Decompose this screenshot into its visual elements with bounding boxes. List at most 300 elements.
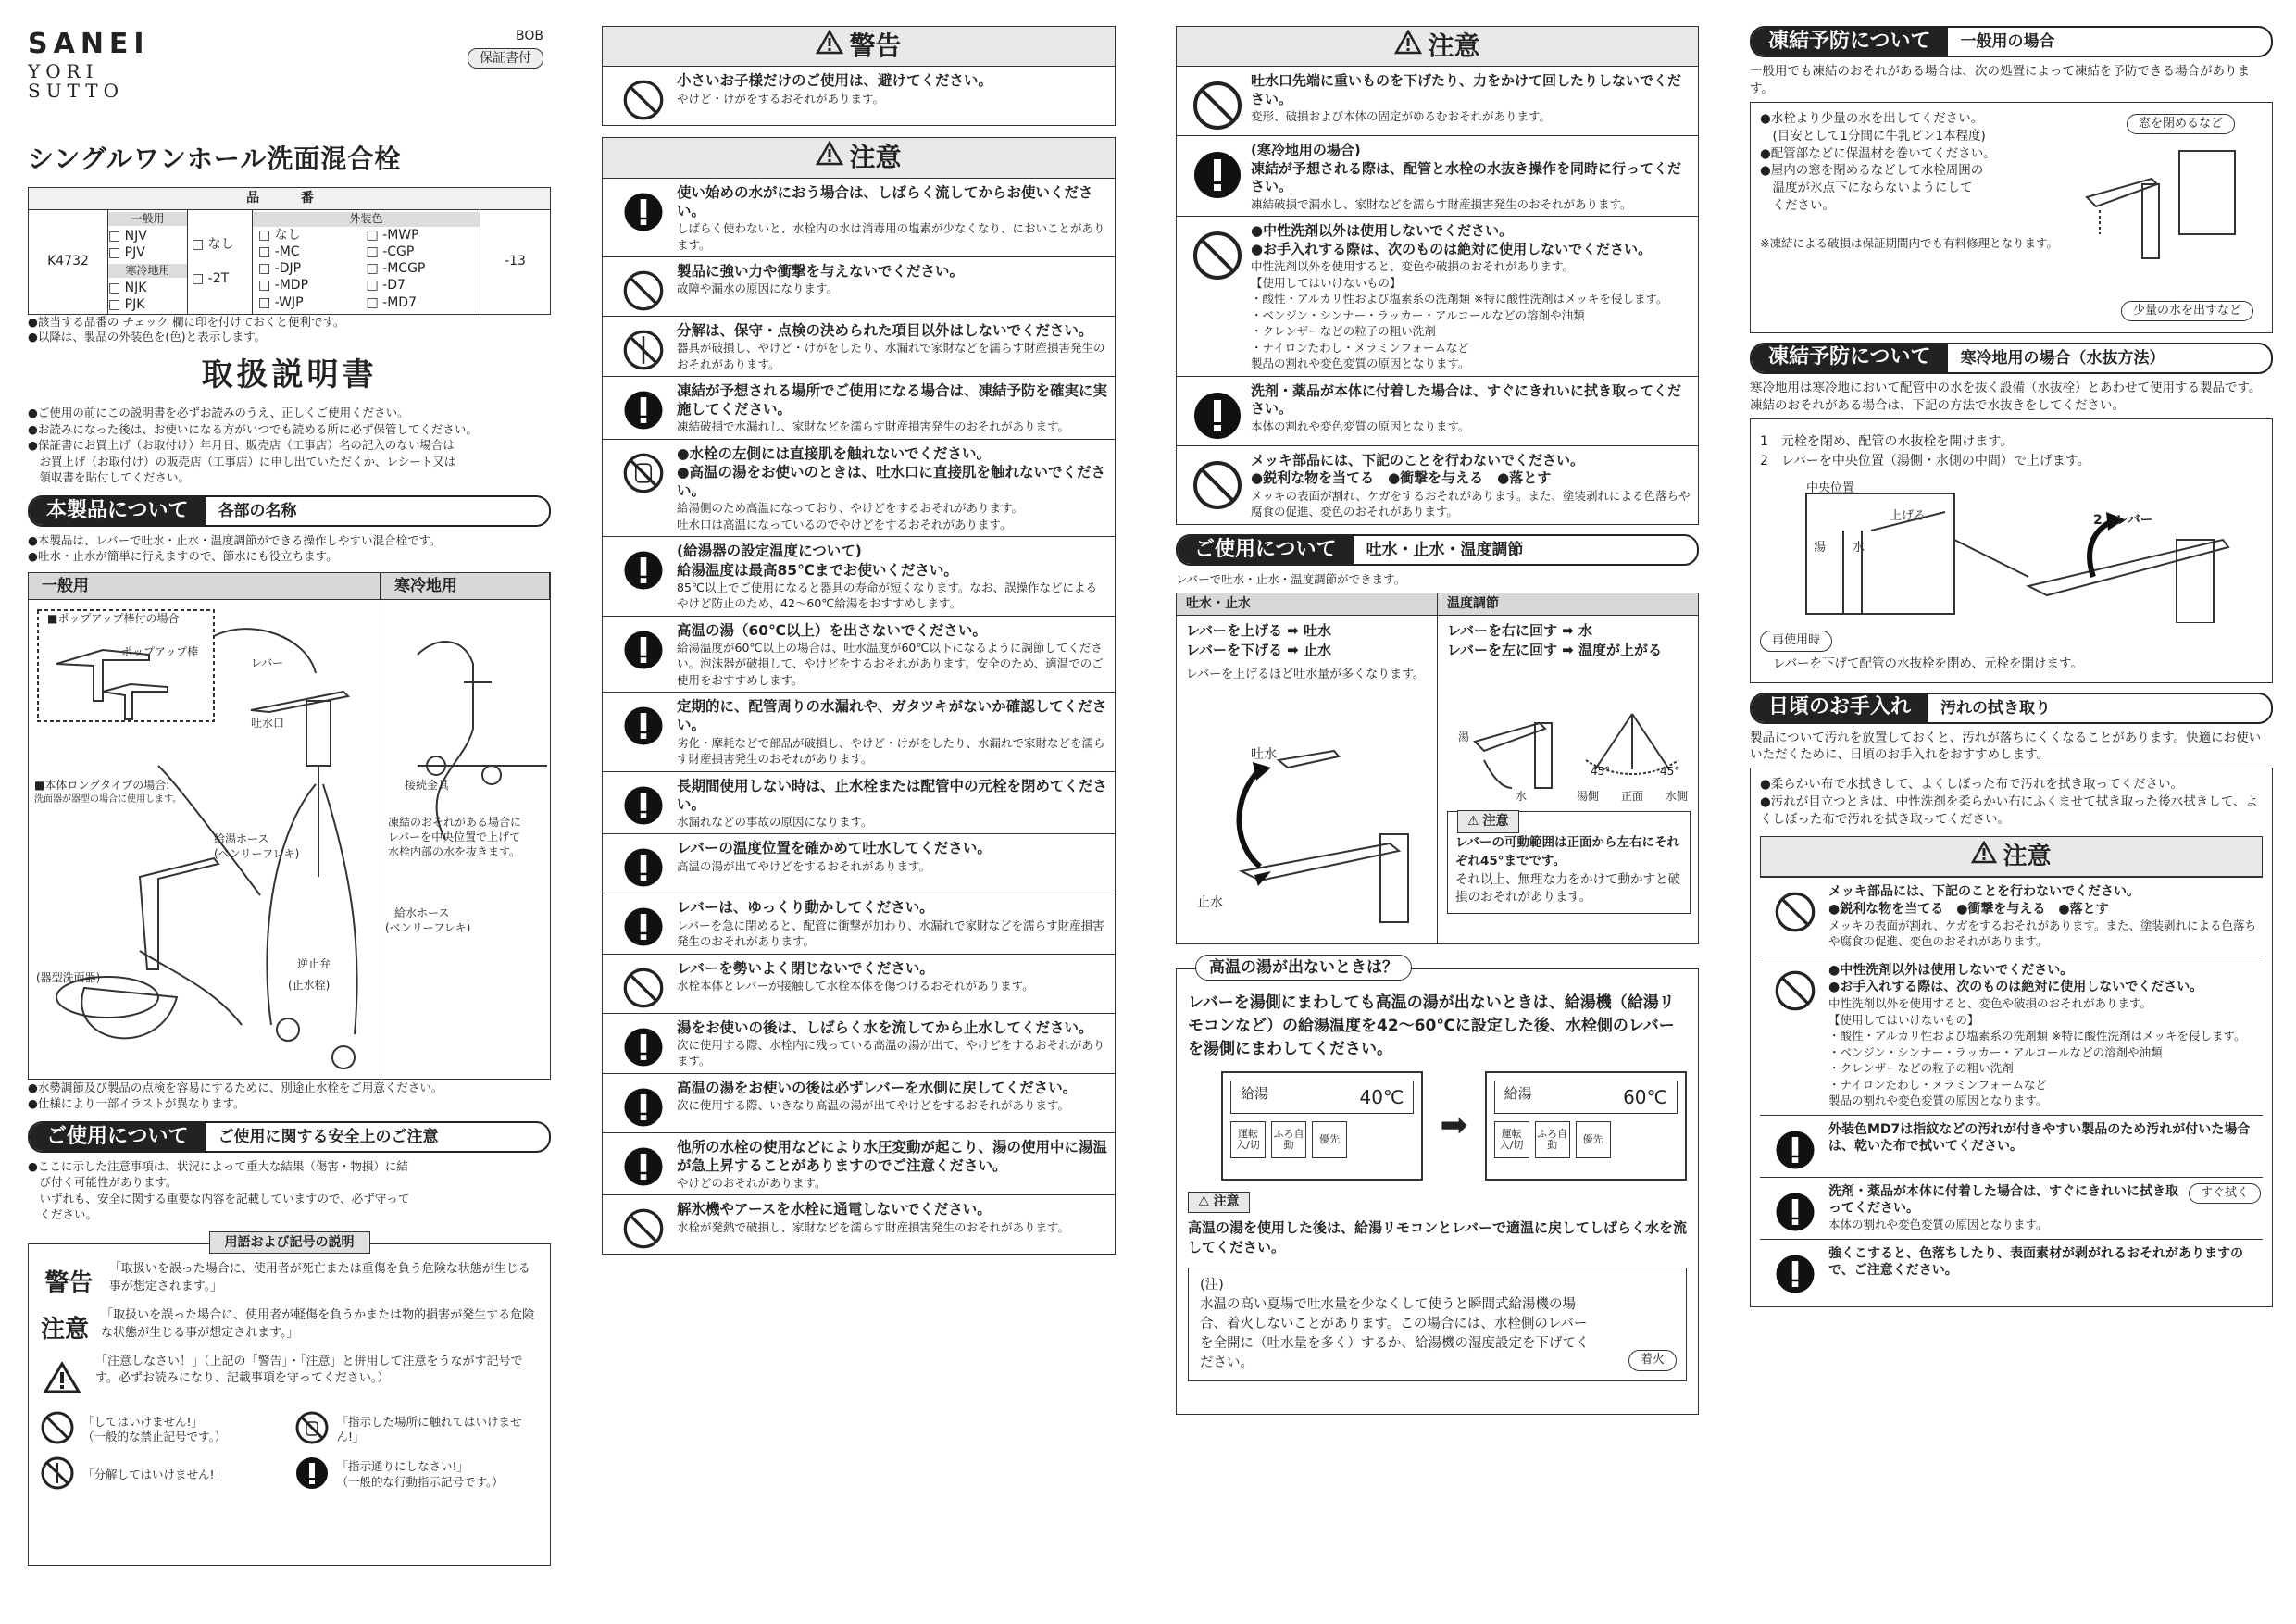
manual-title: 取扱説明書 [201, 356, 378, 394]
caution-item [602, 693, 1116, 771]
caution-item-text [677, 1200, 1107, 1250]
caution-title: 長期間使用しない時は、止水栓または配管中の元栓を閉めてください。 [677, 777, 1108, 813]
care-intro: 製品について汚れを放置しておくと、汚れが落ちにくくなることがあります。快適にお使いいただくために、日頃のお手入れをおすすめします。 [1750, 730, 2262, 763]
mid-opt[interactable]: □ なし [192, 237, 234, 253]
header [28, 26, 551, 135]
caution-item [1760, 877, 2263, 955]
instruct-icon [610, 697, 677, 767]
caution-item [602, 772, 1116, 835]
caution-title: 使い始めの水がにおう場合は、しばらく流してからお使いください。 [677, 183, 1093, 219]
prohibit-icon [1762, 883, 1828, 949]
general-label: 一般用 [108, 212, 187, 227]
caution-item-text [1828, 1183, 2189, 1233]
cold-opt[interactable]: □ PJK [108, 297, 145, 313]
caution-desc: 次に使用する際、いきなり高温の湯が出てやけどをするおそれがあります。 [677, 1097, 1070, 1112]
caution-item-text [677, 959, 1107, 1009]
caution-desc: やけどのおそれがあります。 [677, 1175, 827, 1190]
general-opt[interactable]: □ NJV [108, 229, 147, 244]
stop-valve-label: (止水栓) [288, 978, 331, 992]
caution-item [602, 617, 1116, 693]
caution-desc: 変形、破損および本体の固定がゆるむおそれがあります。 [1251, 109, 1552, 124]
term-warning: 警告 [44, 1268, 94, 1297]
caution-item-text [677, 381, 1107, 435]
caution-title: 製品に強い力や衝撃を与えないでください。 [677, 263, 965, 281]
intro-bullet: ●お読みになった後は、お使いになる方がいつでも読める所に必ず保管してください。 [28, 421, 478, 436]
fig-tag-general: 一般用 [29, 573, 381, 600]
prohibit-icon [40, 1410, 75, 1449]
caution-desc: 中性洗剤以外を使用すると、変色や破損のおそれがあります。 【使用してはいけないもの】 ・酸性・アルカリ性および塩素系の洗剤類 ※特に酸性洗剤はメッキを侵します。 ・ベンジン・シンナー・ラッカー・アルコールなどの溶剤や油類 ・クレンザーなどの粒子の粗い洗剤 ・ナイロンたわし・メラミンフォームなど 製品の割れや変色変質の原因となります。 [1251, 259, 1668, 371]
product-title: シングルワンホール洗面混合栓 [28, 144, 402, 174]
subbrand-line2: SUTTO [28, 80, 125, 102]
freeze-cold-intro: 寒冷地用は寒冷地において配管中の水を抜く設備（水抜栓）とあわせて使用する製品です。凍結のおそれがある場合は、下記の方法で水抜きをしてください。 [1750, 380, 2262, 413]
water-side-label: 水側 [1666, 790, 1689, 804]
caution-item-text [1251, 72, 1691, 131]
model-number: K4732 [29, 209, 108, 314]
note-text: 水温の高い夏場で吐水量を少なくして使うと瞬間式給湯機の場合、着火しないことがあります。この場合には、水栓側のレバーを全開に（吐水量を多く）するか、給湯機の湿度設定を下げてください。 [1200, 1297, 1590, 1371]
long-type-label: ■本体ロングタイプの場合: [34, 778, 170, 792]
prohibit-icon [1184, 72, 1251, 131]
care-caution-label: 注意 [2003, 843, 2052, 871]
caution-item-text [1251, 452, 1691, 520]
prohibit-icon [1184, 222, 1251, 372]
hot-water-tag: 高温の湯が出ないときは？ [1195, 955, 1412, 981]
care-caution-header [1760, 836, 2263, 877]
freeze-item: (目安として1分間に牛乳ビン1本程度) [1760, 128, 1986, 144]
caution-item [1760, 1239, 2263, 1301]
caution-title: 高温の湯をお使いの後は必ずレバーを水側に戻してください。 [677, 1079, 1078, 1096]
caution-item-text [1828, 883, 2261, 949]
column-2 [602, 26, 1116, 1605]
cold-note: レバーを中央位置で上げて [388, 830, 521, 843]
intro-bullet: お買上げ（お取付け）の販売店（工事店）に申し出ていただくか、レシート又は [28, 454, 456, 468]
fitting-label: 接続金具 [405, 778, 450, 792]
prohibit-icon [610, 71, 677, 121]
color-label: 外装色 [253, 212, 480, 227]
caution-item-text [1828, 1121, 2261, 1171]
caution-item-text [677, 183, 1107, 253]
terms-tag: 用語および記号の説明 [209, 1231, 370, 1254]
section-title: 本製品について [30, 497, 206, 525]
caution-desc: 次に使用する際、水栓内に残っている高温の湯が出て、やけどをするおそれがあります。 [677, 1037, 1105, 1068]
attention-icon: ⚠ [1198, 1194, 1210, 1210]
caution-item [602, 257, 1116, 317]
color-opt[interactable]: □ -MDP [258, 278, 309, 294]
remote-after [1485, 1071, 1687, 1181]
caution-title: ●中性洗剤以外は使用しないでください。 ●お手入れする際は、次のものは絶対に使用しないでください。 [1828, 962, 2203, 994]
caution-item [602, 1014, 1116, 1074]
spout-label: 吐水口 [251, 716, 285, 730]
remote-btn[interactable]: ふろ自動 [1271, 1121, 1306, 1158]
lever-up-illustration [1204, 742, 1427, 927]
caution-title: 他所の水栓の使用などにより水圧変動が起こり、湯の使用中に湯温が急上昇することがありますのでご注意ください。 [677, 1138, 1108, 1174]
sym-notouch-desc: 「指示した場所に触れてはいけません!」 [336, 1415, 522, 1444]
caution-list [1176, 67, 1699, 525]
angle-right: 45° [1660, 765, 1680, 779]
intro-bullet: ●保証書にお買上げ（お取付け）年月日、販売店（工事店）名の記入のない場合は [28, 438, 455, 453]
caution-item [1176, 136, 1699, 217]
section-title: 凍結予防について [1752, 344, 1948, 372]
popup-case-label: ■ポップアップ棒付の場合 [47, 611, 180, 625]
caution-item-text [677, 777, 1107, 831]
instruct-icon [610, 621, 677, 689]
caution-item [602, 67, 1116, 126]
summer-note [1188, 1268, 1687, 1381]
caution-title: 洗剤・薬品が本体に付着した場合は、すぐにきれいに拭き取ってください。 [1251, 381, 1682, 418]
caution-title: 凍結が予想される場所でご使用になる場合は、凍結予防を確実に実施してください。 [677, 382, 1108, 418]
instruct-icon [1184, 382, 1251, 442]
no-disassemble-icon [40, 1455, 75, 1494]
instruct-icon [1762, 1183, 1828, 1233]
drain-water-label: 水 [1853, 540, 1866, 555]
flow-more: レバーを上げるほど吐水量が多くなります。 [1186, 668, 1426, 682]
sym-nodisassemble-desc: 「分解してはいけません!」 [82, 1467, 227, 1481]
water-hose-label: 給水ホース [394, 906, 450, 919]
caution-item-text [677, 262, 1107, 312]
part-number-table [28, 187, 551, 314]
hot-water-box [1176, 958, 1699, 1415]
faucet-window-illustration [2078, 142, 2244, 281]
freeze-general-note: ※凍結による破損は保証期間内でも有料修理となります。 [1760, 236, 2058, 251]
caution-desc: 水栓が発熱で破損し、家財などを濡らす財産損害発生のおそれがあります。 [677, 1219, 1070, 1234]
flow-tag: 吐水・止水 [1177, 593, 1437, 615]
column-3 [1176, 26, 1699, 1605]
caution-item-text [677, 1079, 1107, 1129]
color-opt[interactable]: □ -MWP [366, 227, 419, 243]
caution-title: 分解は、保守・点検の決められた項目以外はしないでください。 [677, 322, 1093, 340]
temp-caution-bold: レバーの可動範囲は正面から左右にそれぞれ45°までです。 [1455, 835, 1680, 868]
part-suffix: -13 [480, 209, 551, 314]
column-4 [1750, 26, 2273, 1605]
caution-desc: 給湯側のため高温になっており、やけどをするおそれがあります。 吐水口は高温になっているのでやけどをするおそれがあります。 [677, 501, 1024, 531]
remote-btn[interactable]: 運転入/切 [1494, 1121, 1529, 1158]
temp-caution-rest: それ以上、無理な力をかけて動かすと破損のおそれがあります。 [1455, 871, 1680, 906]
temp-caution-box [1447, 811, 1691, 913]
caution-desc: メッキの表面が割れ、ケガをするおそれがあります。また、塗装剥れによる色落ちや腐食の促進、変色のおそれがあります。 [1828, 918, 2257, 949]
brand-logo: SANEI [28, 28, 150, 60]
caution-item-text [677, 621, 1107, 689]
remote-btn[interactable]: 優先 [1576, 1121, 1611, 1158]
caution-title: 小さいお子様だけのご使用は、避けてください。 [677, 72, 993, 90]
caution-item [1760, 1115, 2263, 1177]
temp-caution-tag [1457, 810, 1519, 832]
instruct-icon [610, 898, 677, 949]
caution-desc: メッキの表面が割れ、ケガをするおそれがあります。また、塗装剥れによる色落ちや腐食の促進、変色のおそれがあります。 [1251, 488, 1691, 519]
parts-figure [28, 572, 551, 1080]
caution-item [1176, 67, 1699, 136]
water-pill: 少量の水を出すなど [2121, 301, 2253, 321]
hot-caution-label: 注意 [1213, 1194, 1240, 1210]
caution-item [602, 955, 1116, 1014]
remote-btn[interactable]: ふろ自動 [1535, 1121, 1570, 1158]
prohibit-icon [1762, 962, 1828, 1109]
part-note: ●該当する品番の チェック 欄に印を付けておくと便利です。 [28, 314, 345, 329]
long-type-sub: 洗面器が器型の場合に使用します。 [34, 793, 182, 805]
caution-desc: 凍結破損で水漏れし、家財などを濡らす財産損害発生のおそれがあります。 [677, 419, 1070, 434]
caution-item-text [677, 542, 1107, 611]
caution-item-text [677, 697, 1107, 767]
terms-box [28, 1234, 551, 1566]
freeze-general-box [1750, 102, 2273, 333]
caution-title: ●中性洗剤以外は使用しないでください。 ●お手入れする際は、次のものは絶対に使用しないでください。 [1251, 222, 1653, 257]
color-opt[interactable]: □ -MCGP [366, 261, 426, 277]
ignition-pill: 着火 [1628, 1350, 1677, 1371]
hot-caution-tag [1188, 1192, 1250, 1212]
caution-item-text [1828, 962, 2261, 1109]
spout-on-label: 吐水 [1251, 747, 1277, 763]
color-opt[interactable]: □ -CGP [366, 244, 415, 260]
caution-title: ●水栓の左側には直接肌を触れないでください。 ●高温の湯をお使いのときは、吐水口に直接肌を触れないでください。 [677, 444, 1106, 500]
intro-bullet: 領収書を貼付してください。 [28, 470, 191, 485]
cold-opt[interactable]: □ NJK [108, 281, 147, 296]
freeze-item: 温度が氷点下にならないようにして [1760, 181, 1973, 196]
caution-desc: レバーを急に閉めると、配管に衝撃が加わり、水漏れで家財などを濡らす財産損害発生のおそれがあります。 [677, 918, 1104, 949]
section-header-safety [28, 1121, 551, 1153]
note-head: (注) [1200, 1278, 1224, 1293]
caution-item [1176, 377, 1699, 446]
instruct-icon [294, 1455, 330, 1494]
no-disassemble-icon [610, 321, 677, 372]
drain-lever-label: 2 レバー [2093, 512, 2153, 528]
reuse-text: レバーを下げて配管の水抜栓を閉め、元栓を開けます。 [1773, 656, 2083, 671]
no-touch-icon [294, 1410, 330, 1449]
caution-desc: 85℃以上でご使用になると器具の寿命が短くなります。なお、誤操作などによるやけど防止のため、42〜60℃給湯をおすすめします。 [677, 580, 1097, 611]
flow-down: レバーを下げる ➡ 止水 [1186, 642, 1331, 659]
caution-title: 洗剤・薬品が本体に付着した場合は、すぐにきれいに拭き取ってください。 [1828, 1183, 2178, 1216]
instruct-icon [610, 381, 677, 435]
warranty-badge: 保証書付 [468, 48, 543, 69]
freeze-item: ●水栓より少量の水を出してください。 [1760, 110, 1984, 126]
model-code: BOB [516, 29, 543, 44]
section-subtitle: ご使用に関する安全上のご注意 [206, 1123, 452, 1151]
caution-title: レバーの温度位置を確かめて吐水してください。 [677, 840, 992, 857]
freeze-cold-box [1750, 418, 2273, 683]
caution-item [1176, 446, 1699, 525]
caution-desc: 高温の湯が出てやけどをするおそれがあります。 [677, 858, 931, 873]
remote-before [1221, 1071, 1423, 1181]
warning-header-label: 警告 [849, 31, 902, 61]
section-header-care [1750, 693, 2273, 724]
caution-desc: 水栓本体とレバーが接触して水栓本体を傷つけるおそれがあります。 [677, 978, 1034, 993]
remote-temp-after: 60℃ [1623, 1086, 1667, 1109]
product-bullet: ●吐水・止水が簡単に行えますので、節水にも役立ちます。 [28, 549, 338, 564]
section-title: ご使用について [1178, 536, 1354, 564]
drain-step-1: 1 元栓を閉め、配管の水抜栓を開けます。 [1760, 433, 2014, 449]
supply-hose-sub: (ベンリーフレキ) [214, 846, 300, 860]
section-header-product [28, 495, 551, 527]
temp-illustration [1447, 686, 1688, 806]
section-title: ご使用について [30, 1123, 206, 1151]
caution-item-text [677, 1138, 1107, 1192]
remote-btn[interactable]: 優先 [1312, 1121, 1347, 1158]
color-opt[interactable]: □ -MC [258, 244, 300, 260]
caution-desc: 器具が破損し、やけど・けがをしたり、水漏れで家財などを濡らす財産損害発生のおそれがあります。 [677, 341, 1105, 371]
wipe-pill: すぐ拭く [2189, 1183, 2261, 1204]
caution-header-label: 注意 [849, 142, 902, 173]
caution-item [1760, 956, 2263, 1115]
fig-tag-cold: 寒冷地用 [381, 573, 550, 600]
caution-title: 解氷機やアースを水栓に通電しないでください。 [677, 1201, 992, 1218]
instruct-icon [610, 542, 677, 611]
subbrand-line1: YORI [28, 60, 99, 82]
temp-tag: 温度調節 [1438, 593, 1698, 615]
supply-hose-label: 給湯ホース [214, 831, 269, 845]
check-valve-label: 逆止弁 [297, 956, 331, 970]
freeze-item: ●屋内の窓を閉めるなどして水栓周囲の [1760, 163, 1984, 179]
caution-title: 外装色MD7は指紋などの汚れが付きやすい製品のため汚れが付いた場合は、乾いた布で拭いてください。 [1828, 1121, 2251, 1154]
color-opt[interactable]: □ -D7 [366, 278, 406, 294]
temp-right: レバーを右に回す ➡ 水 [1447, 621, 1592, 639]
angle-left: 45° [1591, 765, 1611, 779]
freeze-item: ください。 [1760, 198, 1835, 214]
instruct-icon [610, 777, 677, 831]
general-opt[interactable]: □ PJV [108, 245, 145, 261]
caution-desc: 劣化・摩耗などで部品が破損し、やけど・けがをしたり、水漏れで家財などを濡らす財産損害発生のおそれがあります。 [677, 735, 1105, 767]
attention-icon [40, 1354, 84, 1404]
caution-header [1176, 26, 1699, 67]
section-header-freeze-general [1750, 26, 2273, 57]
instruct-icon [1762, 1245, 1828, 1295]
caution-item-text [1251, 222, 1691, 372]
flow-panel [1177, 593, 1437, 943]
popup-rod-label: ポップアップ棒 [121, 644, 199, 658]
reuse-tag: 再使用時 [1760, 631, 1832, 651]
color-opt[interactable]: □ -MD7 [366, 294, 417, 310]
temp-water-label: 水 [1516, 790, 1528, 804]
caution-item-text [677, 321, 1107, 372]
caution-list [602, 179, 1116, 1255]
caution-item [1760, 1177, 2263, 1239]
spout-off-label: 止水 [1197, 895, 1223, 911]
remote-label: 給湯 [1504, 1085, 1532, 1103]
caution-desc: やけど・けがをするおそれがあります。 [677, 91, 885, 106]
remote-btn[interactable]: 運転入/切 [1230, 1121, 1266, 1158]
caution-item [602, 1074, 1116, 1133]
water-hose-sub: (ベンリーフレキ) [385, 920, 471, 934]
raise-label: 上げる [1890, 508, 1927, 523]
drain-hot-label: 湯 [1814, 540, 1827, 555]
temp-caution-label: 注意 [1482, 814, 1509, 830]
caution-title: (給湯器の設定温度について) 給湯温度は最高85℃までお使いください。 [677, 543, 958, 579]
caution-title: (寒冷地用の場合) 凍結が予想される際は、配管と水栓の水抜き操作を同時に行ってください。 [1251, 142, 1682, 195]
prohibit-icon [1184, 452, 1251, 520]
attention-icon: ⚠ [1467, 814, 1479, 830]
caution-title: メッキ部品には、下記のことを行わないでください。 ●鋭利な物を当てる ●衝撃を与える ●落とす [1251, 451, 1585, 487]
window-pill: 窓を閉めるなど [2127, 114, 2235, 134]
caution-title: 高温の湯（60℃以上）を出さないでください。 [677, 621, 987, 639]
color-opt[interactable]: □ なし [258, 227, 301, 243]
attention-icon [816, 30, 843, 63]
section-header-freeze-cold [1750, 343, 2273, 374]
caution-title: メッキ部品には、下記のことを行わないでください。 ●鋭利な物を当てる ●衝撃を与える ●落とす [1828, 884, 2140, 917]
caution-item-text [677, 444, 1107, 532]
term-attention-desc: 「注意しなさい！」（上記の「警告」・「注意」と併用して注意をうながす記号です。必ずお読みになり、記載事項を守ってください。） [94, 1354, 523, 1386]
safety-intro: び付く可能性があります。 [28, 1175, 178, 1190]
term-caution: 注意 [41, 1315, 90, 1343]
section-subtitle: 吐水・止水・温度調節 [1354, 536, 1537, 564]
remote-temp-before: 40℃ [1359, 1086, 1404, 1109]
temp-hot-label: 湯 [1458, 731, 1470, 744]
product-bullet: ●本製品は、レバーで吐水・止水・温度調節ができる操作しやすい混合栓です。 [28, 532, 442, 547]
hot-water-text: レバーを湯側にまわしても高温の湯が出ないときは、給湯機（給湯リモコンなど）の給湯温度を42〜60℃に設定した後、水栓側のレバーを湯側にまわしてください。 [1188, 993, 1675, 1058]
caution-item [602, 440, 1116, 537]
figure-note: ●仕様により一部イラストが異なります。 [28, 1096, 245, 1111]
cold-note: 凍結のおそれがある場合に [388, 815, 522, 829]
safety-intro: ●ここに示した注意事項は、状況によって重大な結果（傷害・物損）に結 [28, 1158, 408, 1173]
reuse-block [1760, 631, 2263, 672]
caution-desc: 水漏れなどの事故の原因になります。 [677, 814, 873, 829]
sym-prohibit-desc: 「してはいけません!」 （一般的な禁止記号です。） [82, 1415, 227, 1444]
part-table-head: 品 番 [29, 188, 551, 209]
caution-header [602, 137, 1116, 178]
flow-up: レバーを上げる ➡ 吐水 [1186, 621, 1331, 639]
freeze-general-intro: 一般用でも凍結のおそれがある場合は、次の処置によって凍結を予防できる場合があります。 [1750, 64, 2250, 96]
caution-title: レバーを勢いよく閉じないでください。 [677, 959, 934, 977]
care-item: ●汚れが目立つときは、中性洗剤を柔らかい布にふくませて拭き取った後水拭きして、よくしぼった布で汚れを拭き取ってください。 [1760, 794, 2259, 828]
section-subtitle: 汚れの拭き取り [1928, 694, 2064, 722]
caution-item-text [677, 898, 1107, 949]
section-subtitle: 寒冷地用の場合（水抜方法） [1948, 344, 2178, 372]
caution-item-text [1251, 142, 1691, 212]
hot-caution-text: 高温の湯を使用した後は、給湯リモコンとレバーで適温に戻してしばらく水を流してください。 [1188, 1218, 1687, 1256]
caution-item-text [677, 1018, 1107, 1069]
caution-title: 湯をお使いの後は、しばらく水を流してから止水してください。 [677, 1018, 1093, 1036]
instruct-icon [1762, 1121, 1828, 1171]
care-caution-list [1760, 877, 2263, 1300]
caution-item [602, 179, 1116, 257]
prohibit-icon [610, 959, 677, 1009]
caution-desc: 故障や漏水の原因になります。 [677, 281, 839, 296]
figure-note: ●水勢調節及び製品の点検を容易にするために、別途止水栓をご用意ください。 [28, 1080, 443, 1094]
safety-intro: いずれも、安全に関する重要な内容を記載していますので、必ず守って [28, 1191, 410, 1206]
hot-side-label: 湯側 [1577, 790, 1600, 804]
caution-item-text [677, 71, 1107, 121]
section-subtitle: 一般用の場合 [1948, 28, 2068, 56]
caution-item-text [1828, 1245, 2261, 1295]
mid-opt[interactable]: □ -2T [192, 270, 230, 286]
caution-title: 定期的に、配管周りの水漏れや、ガタツキがないか確認してください。 [677, 698, 1107, 734]
column-1 [28, 26, 551, 1605]
care-box [1750, 768, 2273, 1306]
caution-item [602, 317, 1116, 377]
usage-intro: レバーで吐水・止水・温度調節ができます。 [1176, 571, 1406, 586]
cold-label: 寒冷地用 [108, 264, 187, 279]
color-opt[interactable]: □ -WJP [258, 294, 304, 310]
color-opt[interactable]: □ -DJP [258, 261, 302, 277]
caution-item [602, 1133, 1116, 1196]
lever-label: レバー [251, 656, 284, 669]
caution-item [1176, 217, 1699, 377]
warning-header [602, 26, 1116, 67]
section-header-usage [1176, 534, 1699, 566]
caution-title: レバーは、ゆっくり動かしてください。 [677, 899, 934, 917]
caution-desc: 本体の割れや変色変質の原因となります。 [1251, 418, 1470, 433]
instruct-icon [610, 1138, 677, 1192]
caution-title: 強くこすると、色落ちしたり、表面素材が剥がれるおそれがありますので、ご注意ください。 [1828, 1245, 2243, 1278]
caution-desc: 給湯温度が60℃以上の場合は、吐水温度が60℃以下になるように調節してください。泡沫器が破損して、やけどをするおそれがあります。安全のため、適温でのご使用をおすすめします。 [677, 640, 1104, 687]
caution-item [602, 537, 1116, 616]
caution-desc: 中性洗剤以外を使用すると、変色や破損のおそれがあります。 【使用してはいけないもの】 ・酸性・アルカリ性および塩素系の洗剤類 ※特に酸性洗剤はメッキを侵します。 ・ベンジン・シンナー・ラッカー・アルコールなどの溶剤や油類 ・クレンザーなどの粒子の粗い洗剤 ・ナイロンたわし・メラミンフォームなど 製品の割れや変色変質の原因となります。 [1828, 996, 2246, 1108]
usage-panels [1176, 593, 1699, 944]
intro-bullet: ●ご使用の前にこの説明書を必ずお読みのうえ、正しくご使用ください。 [28, 406, 409, 420]
caution-item [602, 893, 1116, 954]
prohibit-icon [610, 262, 677, 312]
instruct-icon [610, 1018, 677, 1069]
care-item: ●柔らかい布で水拭きして、よくしぼった布で汚れを拭き取ってください。 [1760, 777, 2184, 793]
caution-desc: 凍結破損で漏水し、家財などを濡らす財産損害発生のおそれがあります。 [1251, 196, 1632, 211]
caution-item [602, 377, 1116, 440]
remote-panels [1188, 1071, 1687, 1181]
arrow-right-icon: ➡ [1440, 1106, 1468, 1144]
